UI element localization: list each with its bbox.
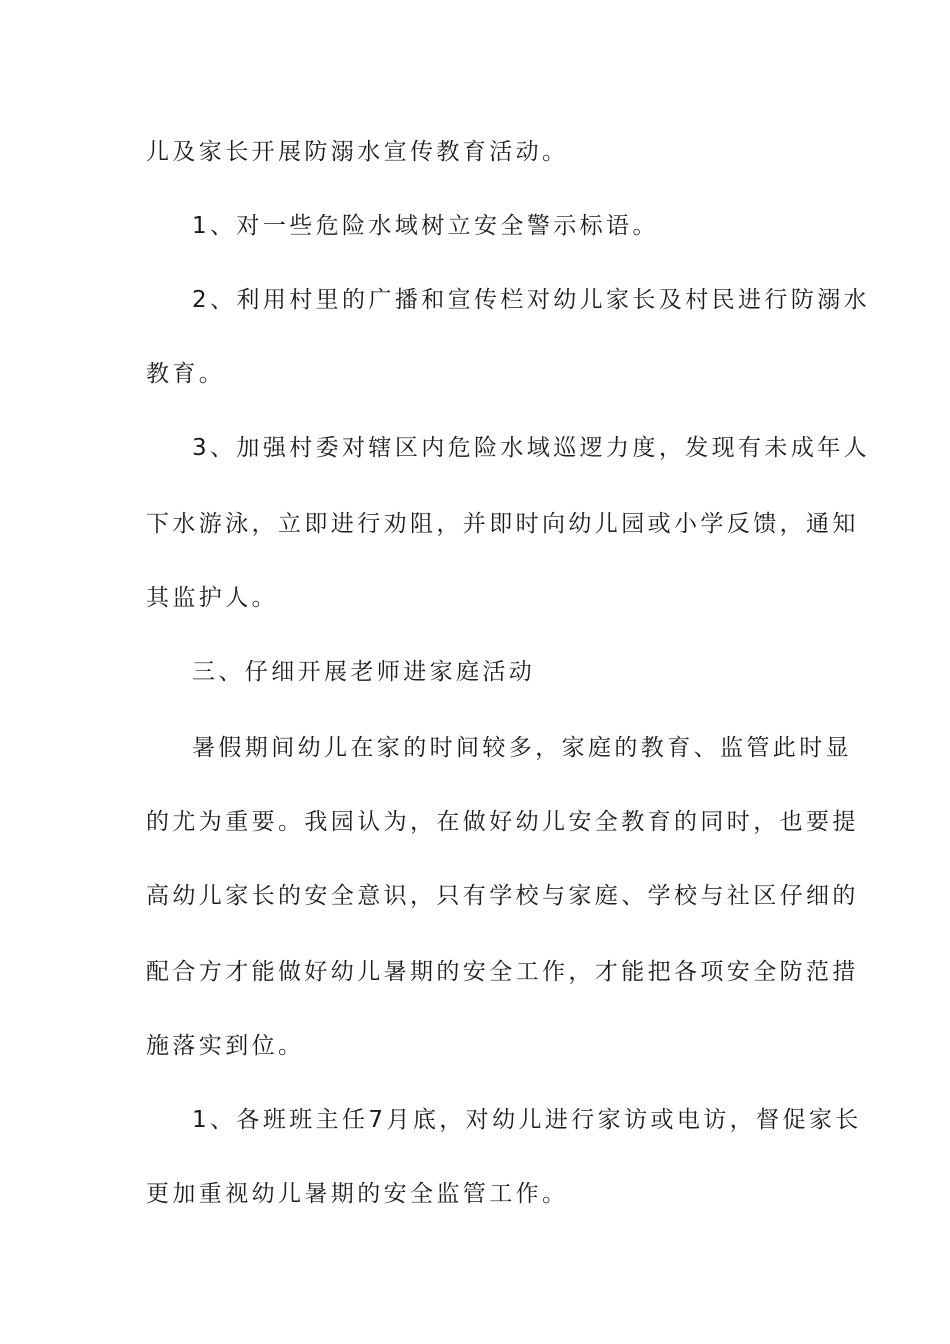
paragraph-line: 高幼儿家长的安全意识，只有学校与家庭、学校与社区仔细的 (146, 883, 859, 909)
text-line: 教育。 (146, 361, 226, 387)
text-line: 下水游泳，立即进行劝阻，并即时向幼儿园或小学反馈，通知 (146, 511, 859, 537)
list-item-text: 2、利用村里的广播和宣传栏对幼儿家长及村民进行防溺水 (192, 287, 871, 313)
text-line: 儿及家长开展防溺水宣传教育活动。 (146, 139, 569, 165)
paragraph-line: 配合方才能做好幼儿暑期的安全工作，才能把各项安全防范措 (146, 959, 859, 985)
section-heading: 三、仔细开展老师进家庭活动 (192, 659, 536, 685)
paragraph-line: 的尤为重要。我园认为，在做好幼儿安全教育的同时，也要提 (146, 809, 859, 835)
text-line: 其监护人。 (146, 585, 278, 611)
text-line: 更加重视幼儿暑期的安全监管工作。 (146, 1181, 569, 1207)
list-item-text: 3、加强村委对辖区内危险水域巡逻力度，发现有未成年人 (192, 435, 871, 461)
paragraph-line: 暑假期间幼儿在家的时间较多，家庭的教育、监管此时显 (192, 735, 852, 761)
paragraph-line: 施落实到位。 (146, 1033, 305, 1059)
list-item-text: 1、各班班主任7月底，对幼儿进行家访或电访，督促家长 (192, 1107, 862, 1133)
list-item-text: 1、对一些危险水域树立安全警示标语。 (192, 213, 659, 239)
